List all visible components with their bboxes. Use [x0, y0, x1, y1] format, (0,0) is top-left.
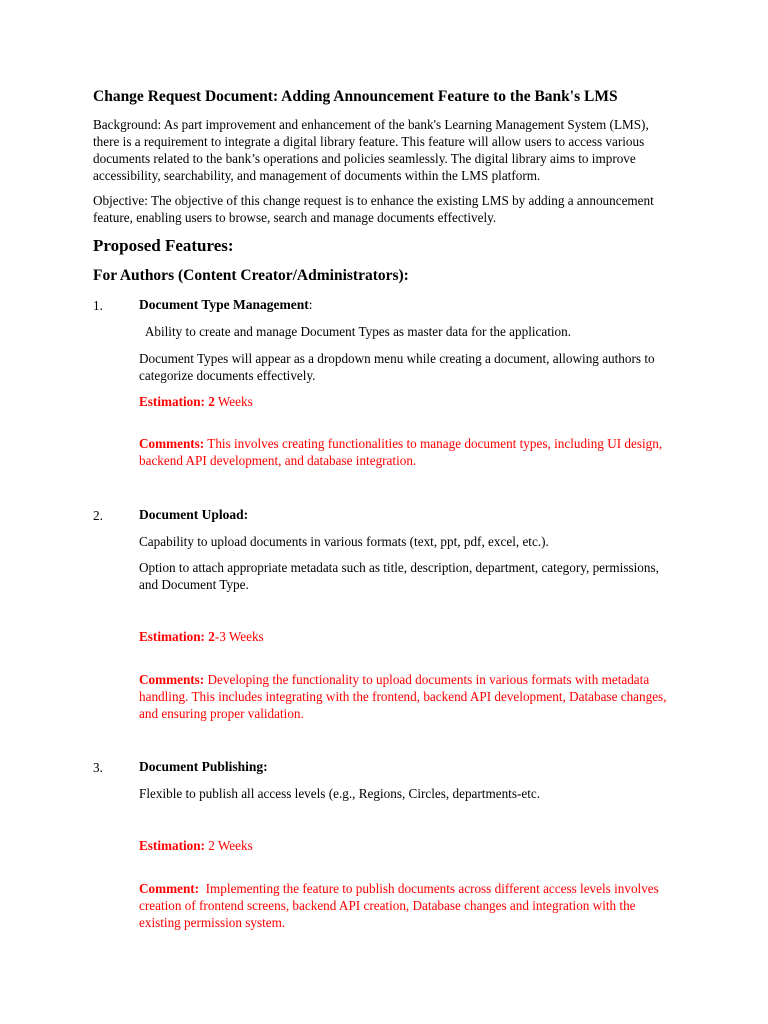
comment-label: Comment:	[139, 881, 200, 896]
item-title-text: Document Upload:	[139, 507, 249, 522]
authors-heading: For Authors (Content Creator/Administrators):	[93, 267, 409, 284]
estimation-value: -3 Weeks	[214, 629, 264, 644]
estimation-label: Estimation: 2	[139, 394, 215, 409]
item-line: Option to attach appropriate metadata such as title, description, department, category, permissions, and Document Type.	[139, 560, 659, 592]
estimation-line	[139, 837, 669, 854]
comment-line	[139, 671, 669, 722]
item-title	[139, 506, 248, 523]
background-paragraph: Background: As part improvement and enhancement of the bank's Learning Management System (LMS), there is a requirement to integrate a digital library feature. This feature will allow users to access various documents related to the bank’s operations and policies seamlessly. The digital library aims to improve accessibility, searchability, and management of documents within the LMS platform.	[93, 117, 649, 183]
item-title-text: Document Type Management	[139, 297, 309, 312]
comment-text: Developing the functionality to upload documents in various formats with metadata handling. This includes integrating with the frontend, backend API development, Database changes, and ensuring proper validation.	[139, 672, 667, 721]
comment-line	[139, 880, 669, 931]
item-number: 1.	[93, 298, 103, 313]
item-number: 2.	[93, 508, 103, 523]
objective-paragraph: Objective: The objective of this change request is to enhance the existing LMS by adding a announcement feature, enabling users to browse, search and manage documents effectively.	[93, 193, 654, 225]
estimation-label: Estimation:	[139, 838, 205, 853]
estimation-line	[139, 628, 669, 645]
estimation-label: Estimation: 2	[139, 629, 215, 644]
item-line: Capability to upload documents in various formats (text, ppt, pdf, excel, etc.).	[139, 534, 549, 549]
comment-label: Comments:	[139, 672, 205, 687]
comment-text: This involves creating functionalities to manage document types, including UI design, backend API development, and database integration.	[139, 436, 663, 468]
proposed-features-heading: Proposed Features:	[93, 236, 234, 255]
item-line: Ability to create and manage Document Types as master data for the application.	[139, 324, 572, 339]
document-title: Change Request Document: Adding Announcement Feature to the Bank's LMS	[93, 88, 618, 105]
estimation-line	[139, 393, 669, 410]
item-title-text: Document Publishing:	[139, 759, 268, 774]
item-number: 3.	[93, 760, 103, 775]
item-line: Document Types will appear as a dropdown menu while creating a document, allowing authors to categorize documents effectively.	[139, 351, 655, 383]
item-title	[139, 296, 313, 313]
comment-label: Comments:	[139, 436, 205, 451]
estimation-value: Weeks	[214, 394, 253, 409]
estimation-value: 2 Weeks	[204, 838, 253, 853]
item-title	[139, 758, 268, 775]
comment-line	[139, 435, 669, 469]
item-line: Flexible to publish all access levels (e.g., Regions, Circles, departments-etc.	[139, 786, 541, 801]
item-title-suffix: :	[308, 297, 313, 312]
comment-text: Implementing the feature to publish documents across different access levels involves creation of frontend screens, backend API creation, Database changes and integration with the existing permission system.	[139, 881, 663, 930]
